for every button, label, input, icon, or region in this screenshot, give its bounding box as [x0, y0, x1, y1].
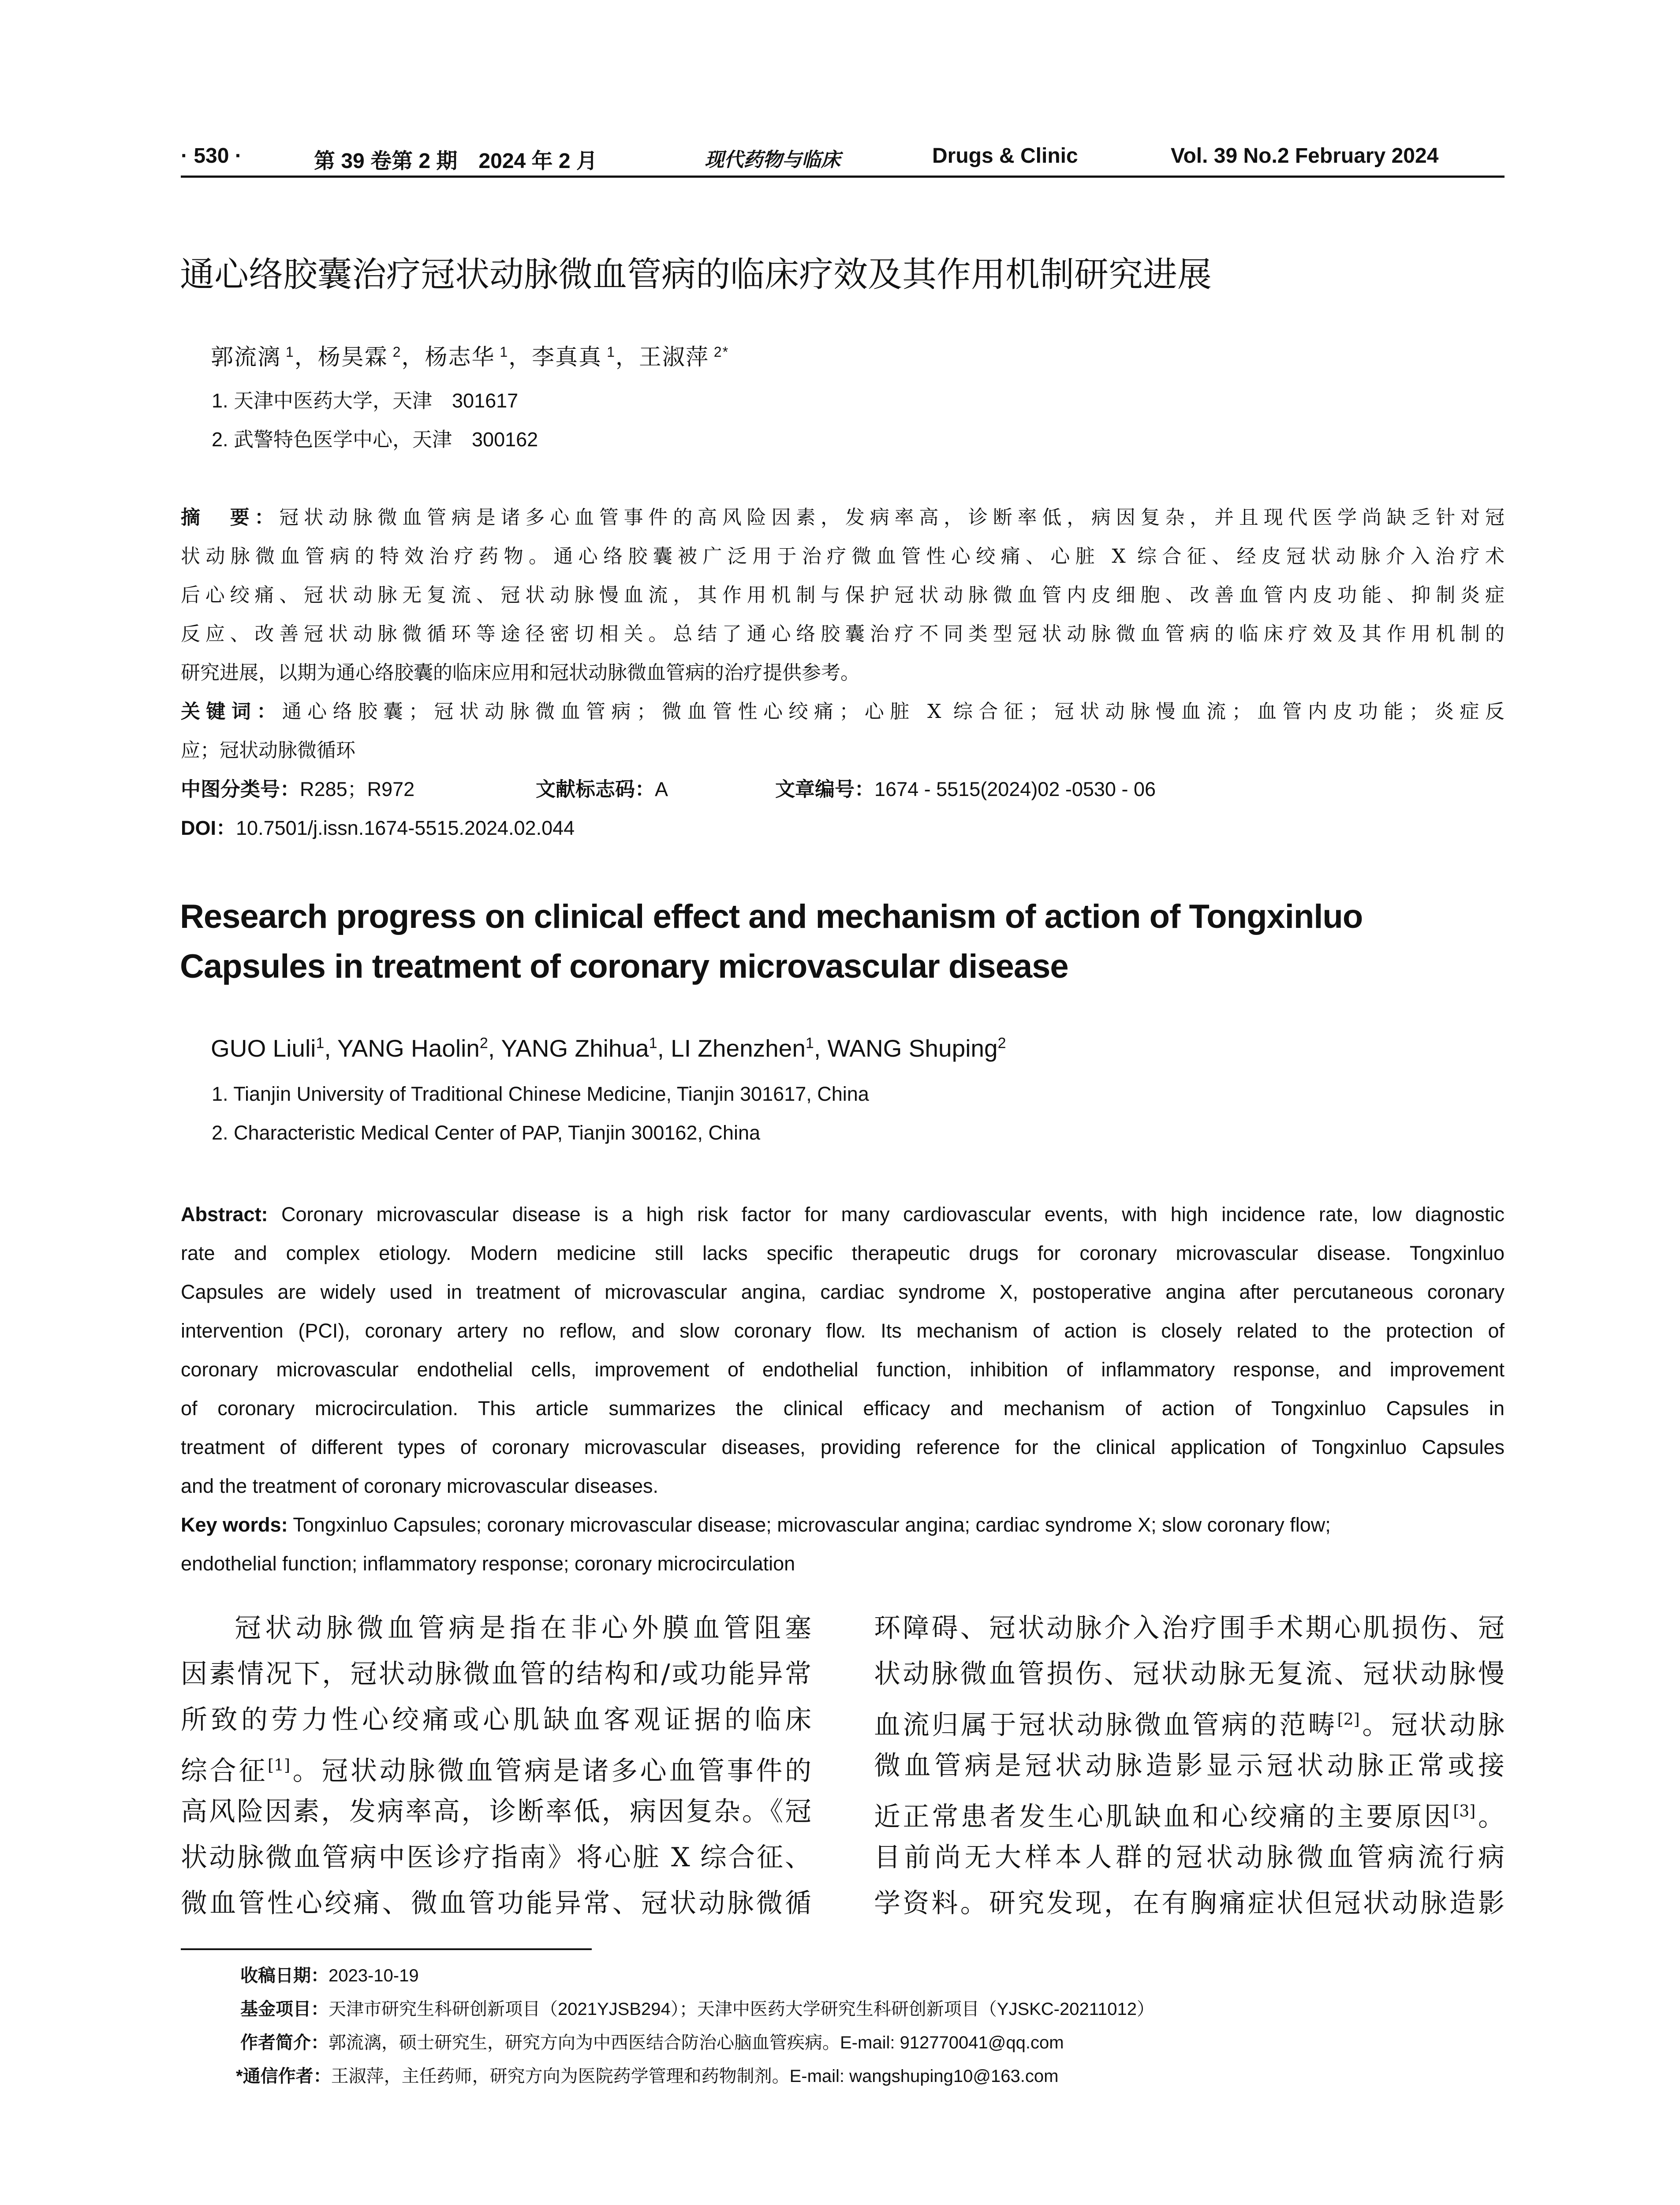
- authors-cn: 郭流漓 $^1$，杨昊霖 $^2$，杨志华 $^1$，李真真 $^1$，王淑萍 $^{2*}$: [211, 344, 729, 370]
- footnote-item: [236, 2062, 1058, 2087]
- author-cn-name: 李真真: [532, 344, 602, 370]
- citation-mark: [1]: [268, 1757, 290, 1775]
- author-en-name: LI Zhenzhen: [671, 1035, 806, 1062]
- journal-name-cn: 现代药物与临床: [705, 149, 840, 171]
- body-text-line: 环障碍、冠状动脉介入治疗围手术期心肌损伤、冠: [874, 1613, 1505, 1644]
- footnote-label: 作者简介：: [240, 2033, 329, 2052]
- article-title-en-line-1: Research progress on clinical effect and mechanism of action of Tongxinluo: [180, 898, 1363, 935]
- footnote-rule: [181, 1948, 592, 1950]
- body-text-line: 目前尚无大样本人群的冠状动脉微血管病流行病: [874, 1842, 1505, 1873]
- classification-line: [181, 770, 414, 809]
- footnote-item: [240, 1962, 419, 1987]
- abstract-en-line: of coronary microcirculation. This article summarizes the clinical efficacy and mechanism of action of Tongxinluo Capsules in: [181, 1397, 1505, 1420]
- footnote-text: 天津市研究生科研创新项目（2021YJSB294）；天津中医药大学研究生科研创新项目（YJSKC-20211012）: [329, 1999, 1155, 2019]
- author-en-affiliation-mark: 1: [316, 1035, 325, 1052]
- affiliation-en-2: 2. Characteristic Medical Center of PAP, Tianjin 300162, China: [212, 1121, 761, 1144]
- article-number-label: 文章编号：: [775, 778, 875, 800]
- keywords-en-label: Key words:: [181, 1514, 288, 1536]
- abstract-cn-line: 反应、改善冠状动脉微循环等途径密切相关。总结了通心络胶囊治疗不同类型冠状动脉微血管病的临床疗效及其作用机制的: [181, 623, 1505, 645]
- footnote-label: *通信作者：: [236, 2067, 331, 2086]
- author-cn-affiliation-mark: 1: [602, 344, 616, 360]
- issue-en: Vol. 39 No.2 February 2024: [1171, 144, 1439, 168]
- citation-mark: [2]: [1337, 1711, 1360, 1729]
- author-cn-affiliation-mark: 2*: [709, 344, 729, 360]
- affiliation-cn-2: 2. 武警特色医学中心，天津 300162: [212, 428, 538, 451]
- author-cn-affiliation-mark: 2: [388, 344, 402, 360]
- header-rule: [181, 176, 1505, 178]
- clc-value: R285；R972: [300, 778, 415, 800]
- author-en-name: YANG Haolin: [337, 1035, 480, 1062]
- footnote-label: 基金项目：: [240, 1999, 329, 2019]
- author-cn-name: 杨昊霖: [317, 344, 388, 370]
- author-cn-name: 杨志华: [425, 344, 495, 370]
- body-text-line: 微血管性心绞痛、微血管功能异常、冠状动脉微循: [181, 1888, 811, 1919]
- doi-line: [181, 809, 575, 848]
- abstract-cn-line: 后心绞痛、冠状动脉无复流、冠状动脉慢血流，其作用机制与保护冠状动脉微血管内皮细胞、改善血管内皮功能、抑制炎症: [181, 584, 1505, 606]
- body-text-line: 高风险因素，发病率高，诊断率低，病因复杂。《冠: [181, 1796, 811, 1827]
- body-text-line: 近正常患者发生心肌缺血和心绞痛的主要原因[3]。: [874, 1801, 1505, 1832]
- author-cn-name: 郭流漓: [211, 344, 281, 370]
- keywords-en-line: Key words: Tongxinluo Capsules; coronary microvascular disease; microvascular angina; cardiac syndrome X; slow coronary flow;: [181, 1514, 1331, 1536]
- footnote-label: 收稿日期：: [240, 1966, 329, 1985]
- abstract-cn-line: 摘 要：冠状动脉微血管病是诸多心血管事件的高风险因素，发病率高，诊断率低，病因复杂，并且现代医学尚缺乏针对冠: [181, 506, 1505, 529]
- keywords-cn-label: 关键词：: [181, 701, 282, 722]
- abstract-en-line: treatment of different types of coronary microvascular diseases, providing reference for the clinical application of Tongxinluo Capsules: [181, 1436, 1505, 1458]
- author-en-affiliation-mark: 1: [805, 1035, 814, 1052]
- author-cn-affiliation-mark: 1: [281, 344, 295, 360]
- author-en-affiliation-mark: 2: [997, 1035, 1006, 1052]
- abstract-en-label: Abstract:: [181, 1203, 268, 1226]
- author-en-name: GUO Liuli: [211, 1035, 316, 1062]
- authors-en: GUO Liuli$^1$, YANG Haolin$^2$, YANG Zhihua$^1$, LI Zhenzhen$^1$, WANG Shuping$^2$: [211, 1035, 1006, 1062]
- body-text-line: 微血管病是冠状动脉造影显示冠状动脉正常或接: [874, 1750, 1505, 1781]
- footnote-text: 郭流漓，硕士研究生，研究方向为中西医结合防治心脑血管疾病。E-mail: 912770041@qq.com: [329, 2033, 1064, 2052]
- issue-cn: 第 39 卷第 2 期 2024 年 2 月: [314, 149, 597, 173]
- article-title-cn: 通心络胶囊治疗冠状动脉微血管病的临床疗效及其作用机制研究进展: [180, 255, 1212, 295]
- article-title-en-line-2: Capsules in treatment of coronary microvascular disease: [180, 948, 1068, 985]
- doc-code-value: A: [655, 778, 668, 800]
- author-en-name: WANG Shuping: [827, 1035, 998, 1062]
- body-column-right: [874, 1605, 1505, 1926]
- doi-value: 10.7501/j.issn.1674-5515.2024.02.044: [236, 817, 575, 839]
- abstract-cn-label: 摘 要：: [181, 507, 280, 528]
- clc-label: 中图分类号：: [181, 778, 300, 800]
- author-cn-name: 王淑萍: [638, 344, 709, 370]
- citation-mark: [3]: [1453, 1802, 1476, 1820]
- body-column-left: [181, 1605, 811, 1926]
- doc-code-line: [536, 770, 668, 809]
- article-number-value: 1674 - 5515(2024)02 -0530 - 06: [874, 778, 1156, 800]
- doc-code-label: 文献标志码：: [536, 778, 655, 800]
- body-text-line: 状动脉微血管病中医诊疗指南》将心脏 X 综合征、: [181, 1842, 811, 1873]
- journal-name-en: Drugs & Clinic: [932, 144, 1078, 168]
- abstract-en-line: and the treatment of coronary microvascular diseases.: [181, 1475, 659, 1497]
- body-text-line: 所致的劳力性心绞痛或心肌缺血客观证据的临床: [181, 1704, 811, 1735]
- author-en-affiliation-mark: 2: [479, 1035, 488, 1052]
- abstract-en-line: intervention (PCI), coronary artery no reflow, and slow coronary flow. Its mechanism of action is closely related to the protection of: [181, 1319, 1505, 1342]
- abstract-en-line: rate and complex etiology. Modern medicine still lacks specific therapeutic drugs for coronary microvascular disease. Tongxinluo: [181, 1242, 1505, 1264]
- abstract-cn-line: 状动脉微血管病的特效治疗药物。通心络胶囊被广泛用于治疗微血管性心绞痛、心脏 X 综合征、经皮冠状动脉介入治疗术: [181, 545, 1505, 568]
- abstract-en-line: Capsules are widely used in treatment of microvascular angina, cardiac syndrome X, postoperative angina after percutaneous coronary: [181, 1281, 1505, 1303]
- body-text-line: 状动脉微血管损伤、冠状动脉无复流、冠状动脉慢: [874, 1659, 1505, 1689]
- author-en-affiliation-mark: 1: [649, 1035, 657, 1052]
- doi-label: DOI：: [181, 817, 236, 839]
- affiliation-en-1: 1. Tianjin University of Traditional Chinese Medicine, Tianjin 301617, China: [212, 1083, 869, 1105]
- footnote-item: [240, 1995, 1154, 2020]
- body-text-line: 综合征[1]。冠状动脉微血管病是诸多心血管事件的: [181, 1756, 811, 1786]
- footnote-text: 王淑萍，主任药师，研究方向为医院药学管理和药物制剂。E-mail: wangshuping10@163.com: [331, 2067, 1059, 2086]
- abstract-cn-line: 研究进展，以期为通心络胶囊的临床应用和冠状动脉微血管病的治疗提供参考。: [181, 662, 860, 684]
- affiliation-cn-1: 1. 天津中医药大学，天津 301617: [212, 389, 519, 412]
- body-text-line: 冠状动脉微血管病是指在非心外膜血管阻塞: [235, 1613, 811, 1644]
- article-number-line: [775, 770, 1156, 809]
- abstract-en-line: coronary microvascular endothelial cells, improvement of endothelial function, inhibition of inflammatory response, and improvement: [181, 1358, 1505, 1381]
- abstract-en-line: Abstract: Coronary microvascular disease is a high risk factor for many cardiovascular events, with high incidence rate, low diagnostic: [181, 1203, 1505, 1226]
- author-en-name: YANG Zhihua: [501, 1035, 649, 1062]
- keywords-cn-line: 关键词：通心络胶囊；冠状动脉微血管病；微血管性心绞痛；心脏 X 综合征；冠状动脉慢血流；血管内皮功能；炎症反: [181, 700, 1505, 723]
- abstract-cn: [181, 498, 1505, 770]
- abstract-en: [181, 1195, 1505, 1583]
- keywords-en-line: endothelial function; inflammatory response; coronary microcirculation: [181, 1552, 795, 1575]
- body-text-line: 学资料。研究发现，在有胸痛症状但冠状动脉造影: [874, 1888, 1505, 1919]
- body-text-line: 因素情况下，冠状动脉微血管的结构和/或功能异常: [181, 1659, 811, 1689]
- keywords-cn-line: 应；冠状动脉微循环: [181, 739, 355, 762]
- footnote-item: [240, 2029, 1064, 2054]
- page-number: · 530 ·: [181, 144, 242, 168]
- author-cn-affiliation-mark: 1: [495, 344, 509, 360]
- body-text-line: 血流归属于冠状动脉微血管病的范畴[2]。冠状动脉: [874, 1710, 1505, 1741]
- footnote-text: 2023-10-19: [329, 1966, 419, 1985]
